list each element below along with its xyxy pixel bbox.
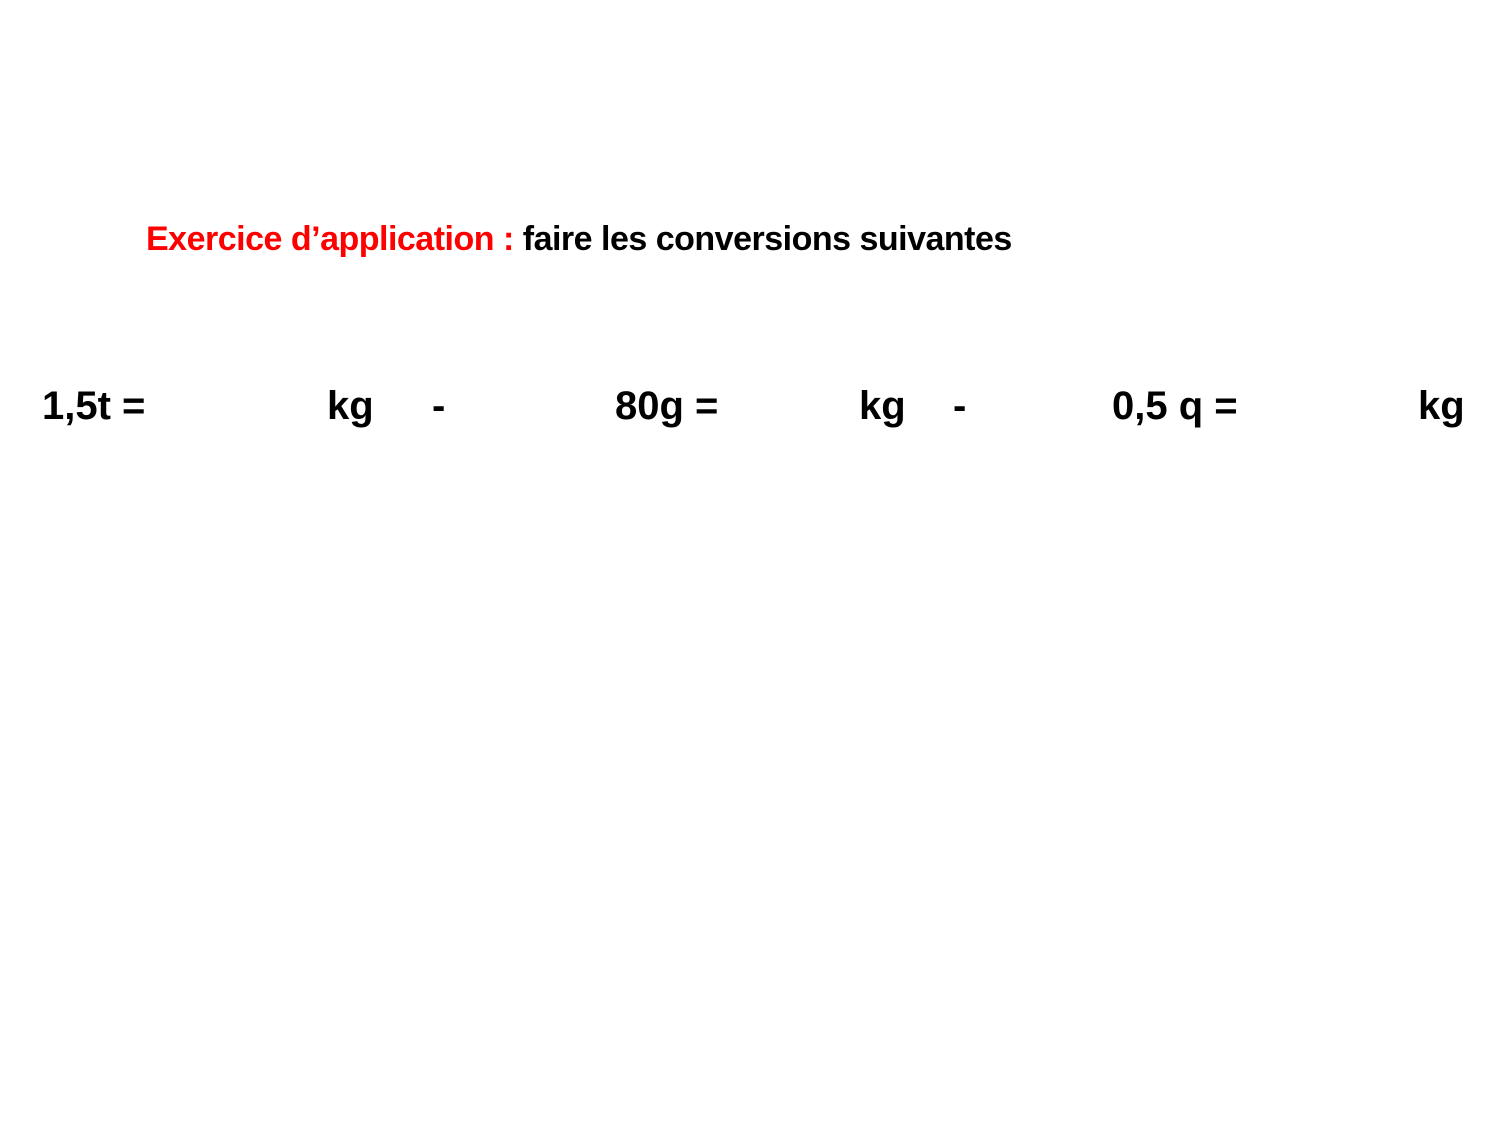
exercise-label: Exercice d’application : (146, 220, 523, 258)
exercise-heading (146, 220, 1012, 259)
separator-1: - (432, 384, 446, 428)
exercise-instruction: faire les conversions suivantes (522, 220, 1012, 258)
conversion-2-expression: 80g = (615, 384, 719, 428)
conversion-3-unit: kg (1418, 384, 1465, 428)
separator-2: - (953, 384, 967, 428)
conversion-1-expression: 1,5t = (42, 384, 146, 428)
conversion-1-unit: kg (327, 384, 374, 428)
conversion-3-expression: 0,5 q = (1112, 384, 1238, 428)
conversion-2-unit: kg (859, 384, 906, 428)
